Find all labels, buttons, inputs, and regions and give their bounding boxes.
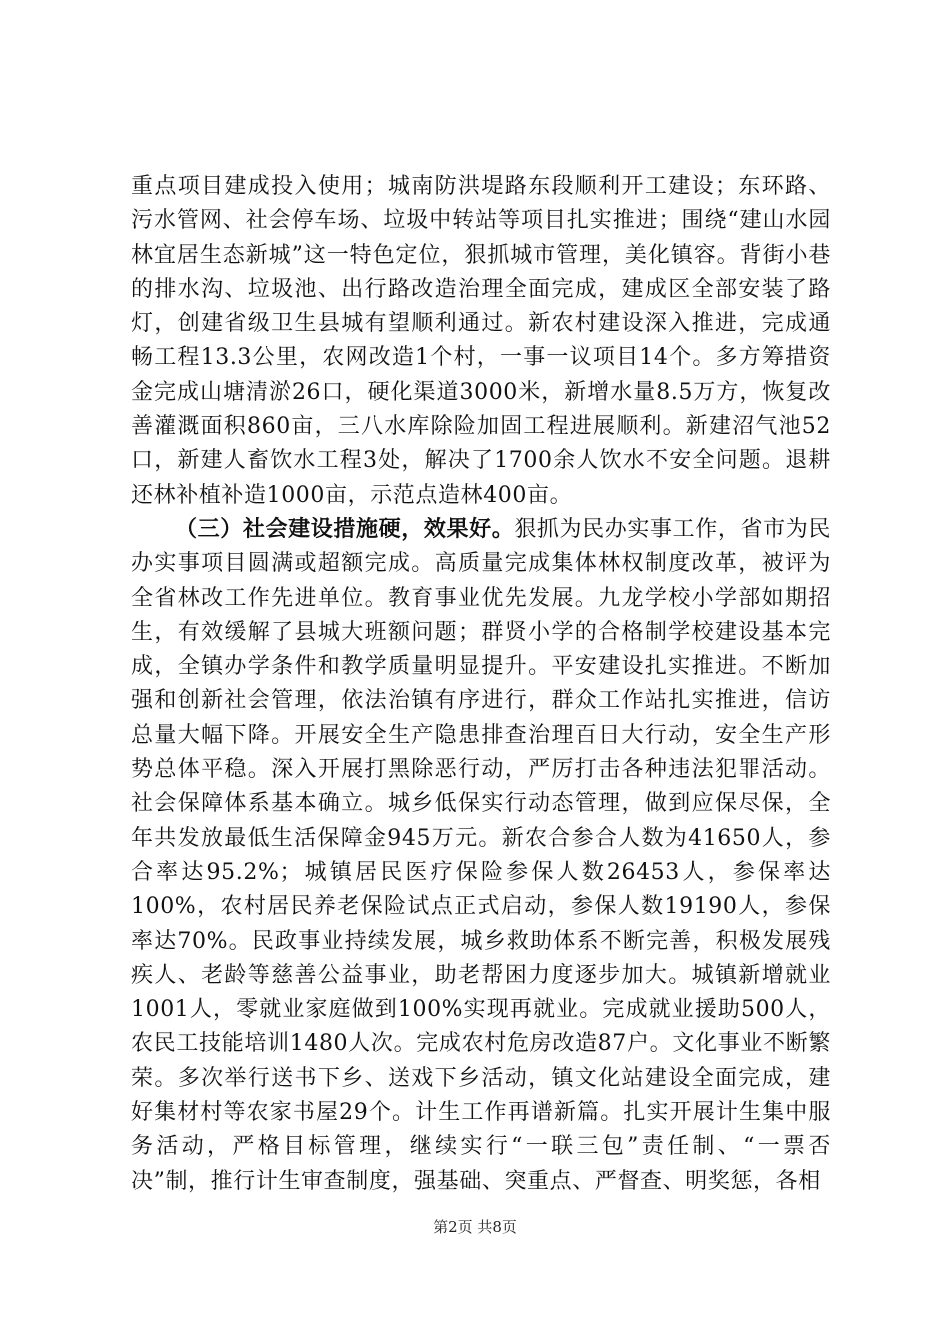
paragraph-2-body: 狠抓为民办实事工作，省市为民办实事项目圆满或超额完成。高质量完成集体林权制度改革，被评为全省林改工作先进单位。教育事业优先发展。九龙学校小学部如期招生，有效缓解了县城大班额问题；群贤小学的合格制学校建设基本完成，全镇办学条件和教学质量明显提升。平安建设扎实推进。不断加强和创新社会管理，依法治镇有序进行，群众工作站扎实推进，信访总量大幅下降。开展安全生产隐患排查治理百日大行动，安全生产形势总体平稳。深入开展打黑除恶行动，严厉打击各种违法犯罪活动。社会保障体系基本确立。城乡低保实行动态管理，做到应保尽保，全年共发放最低生活保障金945万元。新农合参合人数为41650人，参合率达95.2%；城镇居民医疗保险参保人数26453人，参保率达100%，农村居民养老保险试点正式启动，参保人数19190人，参保率达70%。民政事业持续发展，城乡救助体系不断完善，积极发展残疾人、老龄等慈善公益事业，助老帮困力度逐步加大。城镇新增就业1001人，零就业家庭做到100%实现再就业。完成就业援助500人，农民工技能培训1480人次。完成农村危房改造87户。文化事业不断繁荣。多次举行送书下乡、送戏下乡活动，镇文化站建设全面完成，建好集材村等农家书屋29个。计生工作再谱新篇。扎实开展计生集中服务活动，严格目标管理，继续实行“一联三包”责任制、“一票否决”制，推行计生审查制度，强基础、突重点、严督查、明奖惩，各相 <box>131 516 831 1194</box>
paragraph-2 <box>131 513 831 1199</box>
paragraph-1: 重点项目建成投入使用；城南防洪堤路东段顺利开工建设；东环路、污水管网、社会停车场、垃圾中转站等项目扎实推进；围绕“建山水园林宜居生态新城”这一特色定位，狠抓城市管理，美化镇容。背街小巷的排水沟、垃圾池、出行路改造治理全面完成，建成区全部安装了路灯，创建省级卫生县城有望顺利通过。新农村建设深入推进，完成通畅工程13.3公里，农网改造1个村，一事一议项目14个。多方筹措资金完成山塘清淤26口，硬化渠道3000米，新增水量8.5万方，恢复改善灌溉面积860亩，三八水库除险加固工程进展顺利。新建沼气池52口，新建人畜饮水工程3处，解决了1700余人饮水不安全问题。退耕还林补植补造1000亩，示范点造林400亩。 <box>131 174 831 508</box>
section-heading: （三）社会建设措施硬，效果好。 <box>175 516 515 542</box>
page-footer: 第2页 共8页 <box>433 1218 517 1236</box>
document-body <box>131 170 831 1199</box>
